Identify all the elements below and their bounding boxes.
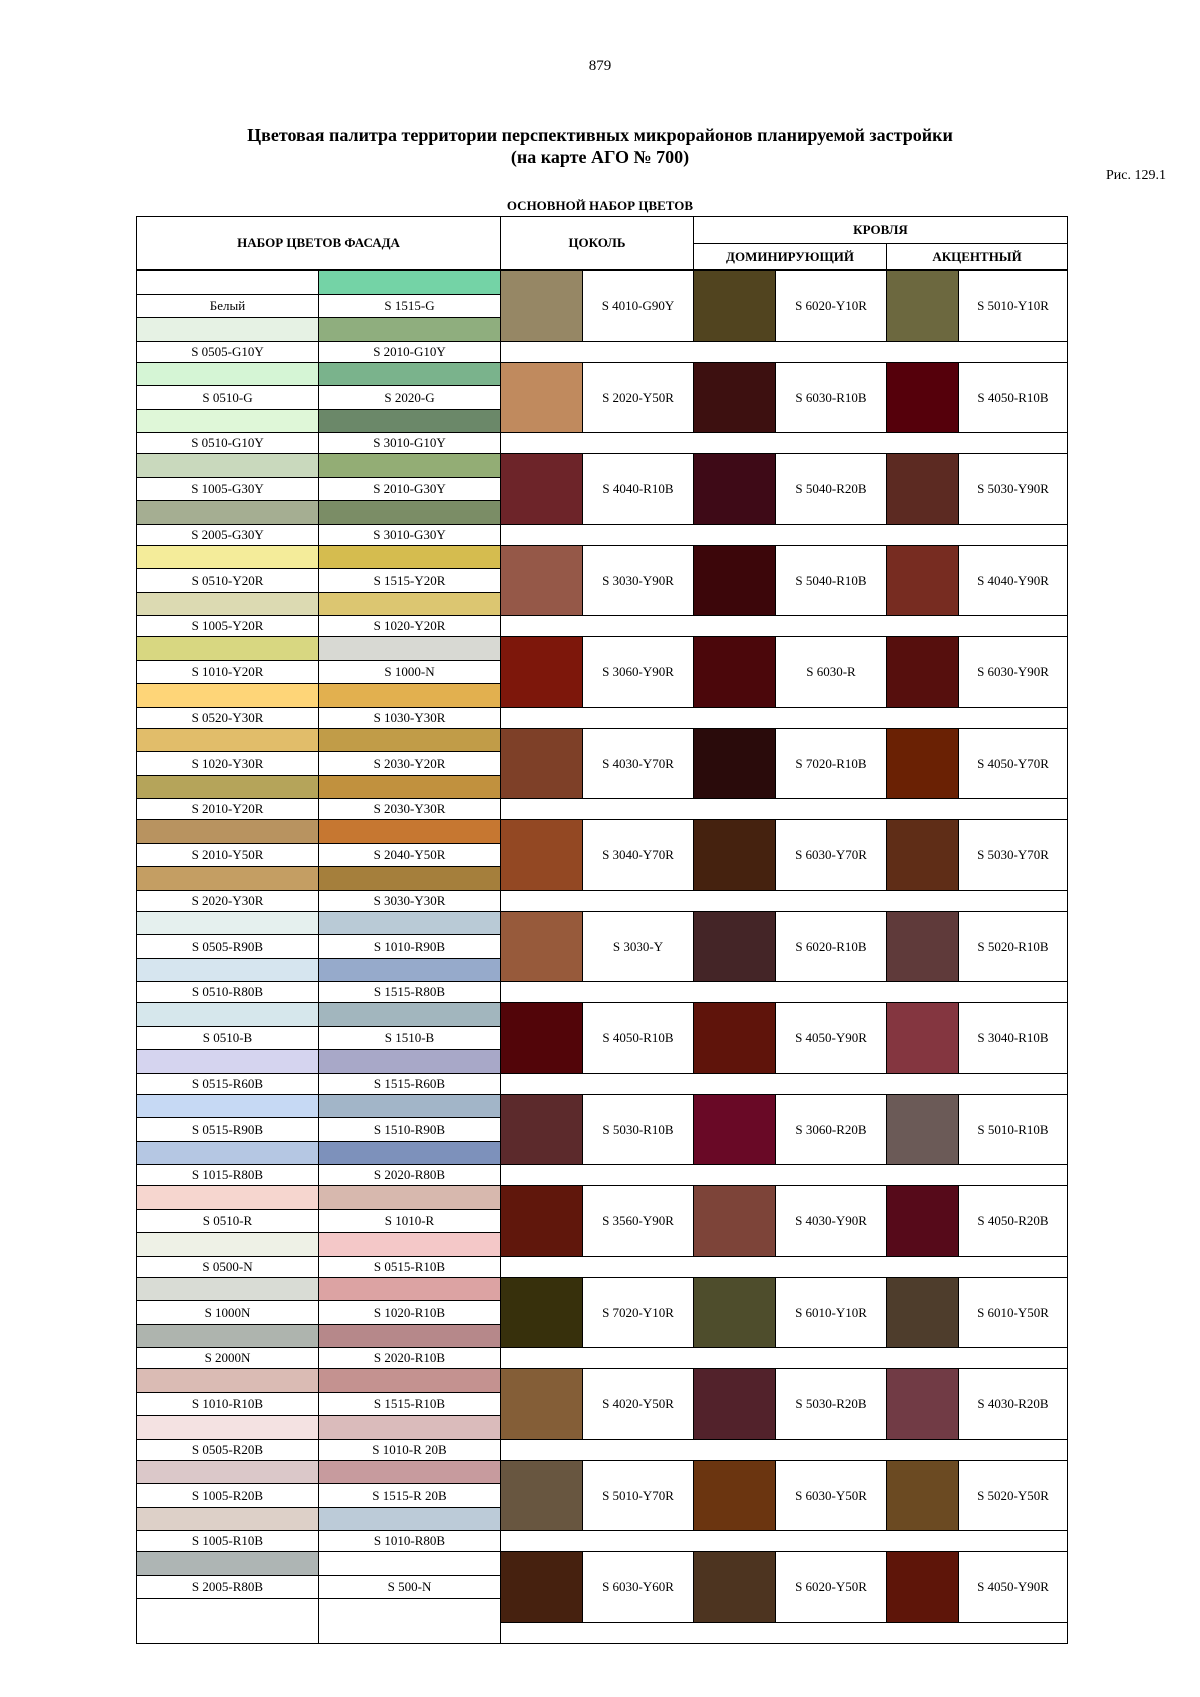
facade-code: S 1005-R20B <box>136 1483 319 1508</box>
facade-code: S 1020-R10B <box>318 1300 501 1325</box>
figure-label: Рис. 129.1 <box>1106 168 1166 183</box>
facade-swatch <box>136 545 319 569</box>
set-title: ОСНОВНОЙ НАБОР ЦВЕТОВ <box>506 198 694 213</box>
spacer-row <box>500 1530 1068 1552</box>
facade-swatch <box>136 728 319 752</box>
facade-code: S 0510-R <box>136 1209 319 1233</box>
facade-swatch <box>318 362 501 386</box>
facade-swatch <box>318 409 501 433</box>
facade-code: S 1510-B <box>318 1026 501 1050</box>
plinth-code: S 4020-Y50R <box>582 1368 694 1440</box>
plinth-code: S 3030-Y <box>582 911 694 982</box>
spacer-row <box>500 432 1068 454</box>
plinth-code: S 5010-Y70R <box>582 1460 694 1531</box>
facade-swatch <box>136 592 319 616</box>
facade-code: S 3010-G30Y <box>318 524 501 546</box>
facade-swatch <box>318 1460 501 1484</box>
facade-swatch <box>136 866 319 891</box>
header-roof-dominant: ДОМИНИРУЮЩИЙ <box>693 243 887 270</box>
facade-code: S 1005-Y20R <box>136 615 319 637</box>
facade-code: S 3030-Y30R <box>318 890 501 912</box>
facade-code: S 0510-G <box>136 385 319 410</box>
accent-swatch <box>886 1368 959 1440</box>
facade-swatch <box>136 1232 319 1257</box>
facade-code: S 1510-R90B <box>318 1117 501 1142</box>
facade-swatch <box>318 636 501 661</box>
facade-code: S 0510-B <box>136 1026 319 1050</box>
accent-swatch <box>886 270 959 342</box>
plinth-swatch <box>500 819 583 891</box>
facade-code: S 2040-Y50R <box>318 843 501 867</box>
facade-swatch <box>318 1049 501 1074</box>
accent-swatch <box>886 362 959 433</box>
facade-code: S 0515-R60B <box>136 1073 319 1095</box>
accent-code: S 4050-R10B <box>958 362 1068 433</box>
spacer-row <box>500 1622 1068 1644</box>
facade-code: S 1515-R80B <box>318 981 501 1003</box>
spacer-row <box>500 1256 1068 1278</box>
facade-swatch <box>318 270 501 295</box>
spacer-row <box>500 1347 1068 1369</box>
palette-table <box>136 216 1068 1620</box>
facade-code: S 1000N <box>136 1300 319 1325</box>
accent-code: S 5010-Y10R <box>958 270 1068 342</box>
accent-code: S 3040-R10B <box>958 1002 1068 1074</box>
plinth-swatch <box>500 1094 583 1165</box>
facade-code: S 0520-Y30R <box>136 707 319 729</box>
page-number: 879 <box>588 58 612 74</box>
facade-swatch <box>136 1368 319 1393</box>
accent-code: S 4050-R20B <box>958 1185 1068 1257</box>
empty-cell <box>136 1598 319 1644</box>
facade-swatch <box>318 1368 501 1393</box>
spacer-row <box>500 798 1068 820</box>
facade-code: S 2030-Y20R <box>318 751 501 776</box>
plinth-swatch <box>500 728 583 799</box>
dominant-swatch <box>693 636 776 708</box>
facade-swatch <box>136 362 319 386</box>
spacer-row <box>500 524 1068 546</box>
dominant-code: S 6020-Y50R <box>775 1551 887 1623</box>
facade-code: S 1020-Y30R <box>136 751 319 776</box>
facade-swatch <box>136 1094 319 1118</box>
dominant-code: S 7020-R10B <box>775 728 887 799</box>
facade-code: S 500-N <box>318 1575 501 1599</box>
facade-code: S 0500-N <box>136 1256 319 1278</box>
plinth-code: S 4040-R10B <box>582 453 694 525</box>
dominant-code: S 6010-Y10R <box>775 1277 887 1348</box>
facade-code: S 2005-G30Y <box>136 524 319 546</box>
dominant-code: S 6030-Y70R <box>775 819 887 891</box>
accent-swatch <box>886 1460 959 1531</box>
facade-code: S 2010-G10Y <box>318 341 501 363</box>
facade-swatch <box>318 958 501 982</box>
dominant-swatch <box>693 1094 776 1165</box>
dominant-swatch <box>693 453 776 525</box>
facade-code: S 2020-R80B <box>318 1164 501 1186</box>
facade-code: S 1010-R 20B <box>318 1439 501 1461</box>
plinth-code: S 2020-Y50R <box>582 362 694 433</box>
dominant-code: S 5040-R10B <box>775 545 887 616</box>
dominant-code: S 3060-R20B <box>775 1094 887 1165</box>
title-line-1: Цветовая палитра территории перспективных микрорайонов планируемой застройки <box>247 125 953 145</box>
accent-code: S 5020-R10B <box>958 911 1068 982</box>
empty-cell <box>318 1598 501 1644</box>
facade-swatch <box>136 911 319 935</box>
dominant-swatch <box>693 728 776 799</box>
accent-swatch <box>886 636 959 708</box>
facade-swatch <box>318 866 501 891</box>
facade-code: S 1010-R80B <box>318 1530 501 1552</box>
spacer-row <box>500 1164 1068 1186</box>
facade-code: S 2020-R10B <box>318 1347 501 1369</box>
facade-code: S 2005-R80B <box>136 1575 319 1599</box>
accent-code: S 5030-Y70R <box>958 819 1068 891</box>
facade-code: S 1515-R 20B <box>318 1483 501 1508</box>
title-line-2: (на карте АГО № 700) <box>510 147 690 167</box>
facade-code: S 1010-R90B <box>318 934 501 959</box>
dominant-swatch <box>693 1277 776 1348</box>
accent-swatch <box>886 545 959 616</box>
facade-code: S 2010-G30Y <box>318 477 501 501</box>
facade-swatch <box>318 592 501 616</box>
dominant-code: S 4030-Y90R <box>775 1185 887 1257</box>
plinth-code: S 4030-Y70R <box>582 728 694 799</box>
facade-swatch <box>318 1185 501 1210</box>
accent-code: S 4040-Y90R <box>958 545 1068 616</box>
plinth-swatch <box>500 911 583 982</box>
dominant-swatch <box>693 911 776 982</box>
accent-swatch <box>886 1185 959 1257</box>
facade-code: S 0505-G10Y <box>136 341 319 363</box>
accent-swatch <box>886 1002 959 1074</box>
plinth-swatch <box>500 1368 583 1440</box>
dominant-swatch <box>693 362 776 433</box>
facade-swatch <box>318 500 501 525</box>
plinth-swatch <box>500 1277 583 1348</box>
facade-swatch <box>318 911 501 935</box>
plinth-code: S 3560-Y90R <box>582 1185 694 1257</box>
accent-swatch <box>886 453 959 525</box>
facade-code: S 1010-Y20R <box>136 660 319 684</box>
spacer-row <box>500 1439 1068 1461</box>
facade-swatch <box>136 409 319 433</box>
accent-swatch <box>886 911 959 982</box>
facade-swatch <box>318 1232 501 1257</box>
dominant-code: S 5030-R20B <box>775 1368 887 1440</box>
accent-code: S 6030-Y90R <box>958 636 1068 708</box>
facade-code: S 0510-R80B <box>136 981 319 1003</box>
plinth-swatch <box>500 1185 583 1257</box>
accent-code: S 4030-R20B <box>958 1368 1068 1440</box>
plinth-swatch <box>500 1460 583 1531</box>
accent-code: S 6010-Y50R <box>958 1277 1068 1348</box>
accent-swatch <box>886 1094 959 1165</box>
facade-swatch <box>318 1277 501 1301</box>
facade-code: S 1020-Y20R <box>318 615 501 637</box>
facade-swatch <box>318 1551 501 1576</box>
facade-swatch <box>318 1507 501 1531</box>
facade-code: S 0510-G10Y <box>136 432 319 454</box>
plinth-code: S 3040-Y70R <box>582 819 694 891</box>
dominant-code: S 6030-R <box>775 636 887 708</box>
facade-swatch <box>136 270 319 295</box>
plinth-code: S 6030-Y60R <box>582 1551 694 1623</box>
plinth-code: S 3060-Y90R <box>582 636 694 708</box>
facade-swatch <box>136 1507 319 1531</box>
plinth-swatch <box>500 362 583 433</box>
facade-swatch <box>136 958 319 982</box>
accent-code: S 5010-R10B <box>958 1094 1068 1165</box>
dominant-swatch <box>693 1185 776 1257</box>
dominant-code: S 5040-R20B <box>775 453 887 525</box>
plinth-code: S 5030-R10B <box>582 1094 694 1165</box>
facade-code: S 1030-Y30R <box>318 707 501 729</box>
facade-code: S 1515-G <box>318 294 501 318</box>
dominant-swatch <box>693 270 776 342</box>
facade-code: S 2000N <box>136 1347 319 1369</box>
facade-swatch <box>136 819 319 844</box>
dominant-code: S 6030-Y50R <box>775 1460 887 1531</box>
header-facade: НАБОР ЦВЕТОВ ФАСАДА <box>136 216 501 270</box>
facade-swatch <box>136 1415 319 1440</box>
facade-swatch <box>136 683 319 708</box>
dominant-swatch <box>693 545 776 616</box>
header-roof-accent: АКЦЕНТНЫЙ <box>886 243 1068 270</box>
plinth-code: S 4050-R10B <box>582 1002 694 1074</box>
plinth-swatch <box>500 636 583 708</box>
spacer-row <box>500 341 1068 363</box>
facade-code: S 1010-R <box>318 1209 501 1233</box>
facade-code: S 0505-R20B <box>136 1439 319 1461</box>
facade-swatch <box>136 1141 319 1165</box>
facade-swatch <box>318 453 501 478</box>
accent-code: S 5030-Y90R <box>958 453 1068 525</box>
accent-code: S 4050-Y70R <box>958 728 1068 799</box>
facade-code: S 1515-Y20R <box>318 568 501 593</box>
plinth-swatch <box>500 1002 583 1074</box>
facade-swatch <box>136 1049 319 1074</box>
facade-swatch <box>318 1415 501 1440</box>
plinth-swatch <box>500 453 583 525</box>
facade-swatch <box>318 1094 501 1118</box>
page-title <box>0 124 1200 168</box>
facade-swatch <box>136 1460 319 1484</box>
facade-swatch <box>136 1324 319 1348</box>
facade-code: S 2020-Y30R <box>136 890 319 912</box>
facade-code: S 2010-Y50R <box>136 843 319 867</box>
dominant-code: S 6030-R10B <box>775 362 887 433</box>
plinth-swatch <box>500 1551 583 1623</box>
facade-code: S 0505-R90B <box>136 934 319 959</box>
plinth-code: S 4010-G90Y <box>582 270 694 342</box>
dominant-swatch <box>693 1368 776 1440</box>
dominant-swatch <box>693 1460 776 1531</box>
dominant-swatch <box>693 1551 776 1623</box>
facade-swatch <box>318 1002 501 1027</box>
accent-swatch <box>886 728 959 799</box>
dominant-code: S 4050-Y90R <box>775 1002 887 1074</box>
accent-swatch <box>886 1277 959 1348</box>
facade-code: S 0515-R10B <box>318 1256 501 1278</box>
facade-swatch <box>318 1141 501 1165</box>
facade-code: S 0510-Y20R <box>136 568 319 593</box>
accent-code: S 4050-Y90R <box>958 1551 1068 1623</box>
facade-swatch <box>136 500 319 525</box>
facade-swatch <box>136 317 319 342</box>
plinth-code: S 7020-Y10R <box>582 1277 694 1348</box>
facade-swatch <box>318 1324 501 1348</box>
header-plinth: ЦОКОЛЬ <box>500 216 694 270</box>
facade-swatch <box>136 1002 319 1027</box>
accent-code: S 5020-Y50R <box>958 1460 1068 1531</box>
facade-swatch <box>318 317 501 342</box>
facade-swatch <box>136 636 319 661</box>
facade-swatch <box>318 545 501 569</box>
spacer-row <box>500 1073 1068 1095</box>
facade-swatch <box>318 728 501 752</box>
plinth-swatch <box>500 545 583 616</box>
header-roof: КРОВЛЯ <box>693 216 1068 244</box>
dominant-code: S 6020-R10B <box>775 911 887 982</box>
spacer-row <box>500 615 1068 637</box>
spacer-row <box>500 707 1068 729</box>
facade-code: S 1005-R10B <box>136 1530 319 1552</box>
plinth-swatch <box>500 270 583 342</box>
facade-code: S 1515-R10B <box>318 1392 501 1416</box>
facade-code: S 1005-G30Y <box>136 477 319 501</box>
facade-swatch <box>136 1277 319 1301</box>
facade-code: S 1015-R80B <box>136 1164 319 1186</box>
accent-swatch <box>886 819 959 891</box>
facade-swatch <box>318 775 501 799</box>
facade-swatch <box>136 775 319 799</box>
dominant-swatch <box>693 1002 776 1074</box>
facade-code: S 1000-N <box>318 660 501 684</box>
facade-code: S 2020-G <box>318 385 501 410</box>
spacer-row <box>500 890 1068 912</box>
facade-code: S 2010-Y20R <box>136 798 319 820</box>
facade-code: S 3010-G10Y <box>318 432 501 454</box>
facade-swatch <box>136 453 319 478</box>
facade-code: Белый <box>136 294 319 318</box>
dominant-swatch <box>693 819 776 891</box>
facade-code: S 2030-Y30R <box>318 798 501 820</box>
facade-code: S 1515-R60B <box>318 1073 501 1095</box>
spacer-row <box>500 981 1068 1003</box>
facade-code: S 1010-R10B <box>136 1392 319 1416</box>
facade-swatch <box>136 1185 319 1210</box>
facade-swatch <box>136 1551 319 1576</box>
facade-swatch <box>318 683 501 708</box>
facade-swatch <box>318 819 501 844</box>
plinth-code: S 3030-Y90R <box>582 545 694 616</box>
facade-code: S 0515-R90B <box>136 1117 319 1142</box>
dominant-code: S 6020-Y10R <box>775 270 887 342</box>
accent-swatch <box>886 1551 959 1623</box>
